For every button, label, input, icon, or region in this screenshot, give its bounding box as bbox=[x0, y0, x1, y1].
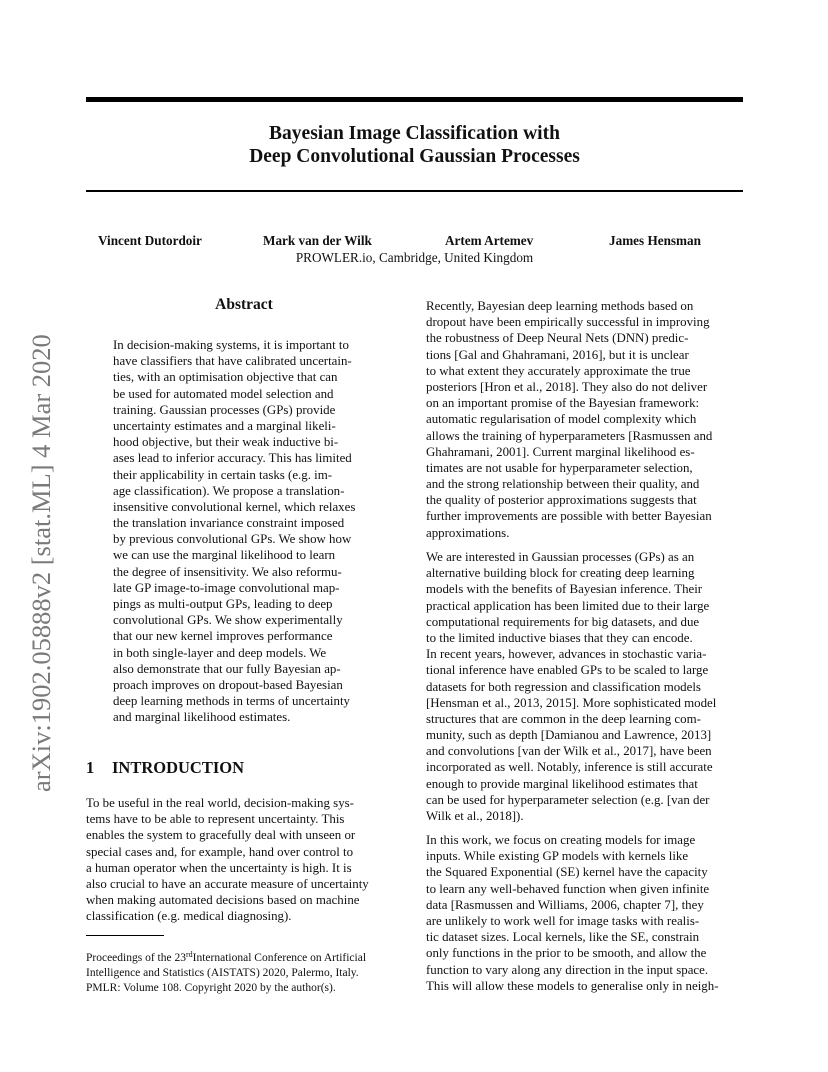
text-line: and the strong relationship between their quality, and bbox=[426, 477, 700, 492]
author-name: James Hensman bbox=[609, 233, 701, 248]
footnote-rule bbox=[86, 935, 164, 936]
text-line: munity, such as depth [Damianou and Lawrence, 2013] bbox=[426, 728, 712, 743]
text-line: the translation invariance constraint imposed bbox=[113, 516, 345, 531]
footnote-text: PMLR: Volume 108. Copyright 2020 by the author(s). bbox=[86, 982, 336, 994]
text-line: deep learning methods in terms of uncertainty bbox=[113, 694, 350, 709]
abstract-heading: Abstract bbox=[215, 296, 273, 313]
text-line: To be useful in the real world, decision-making sys- bbox=[86, 796, 354, 810]
text-line: the quality of posterior approximations suggests that bbox=[426, 493, 697, 508]
text-line: are unlikely to work well for image tasks with realis- bbox=[426, 913, 700, 928]
author-name: Artem Artemev bbox=[445, 233, 534, 248]
text-line: hood objective, but their weak inductive bi- bbox=[113, 435, 339, 450]
text-line: [Hensman et al., 2013, 2015]. More sophisticated model bbox=[426, 695, 717, 710]
title-line: Bayesian Image Classification with bbox=[269, 123, 560, 144]
title-line: Deep Convolutional Gaussian Processes bbox=[249, 146, 580, 167]
text-line: age classification). We propose a translation- bbox=[113, 483, 345, 498]
text-line: training. Gaussian processes (GPs) provide bbox=[113, 402, 336, 417]
text-line: only functions in the prior to be smooth, and allow the bbox=[426, 946, 707, 961]
text-line: by previous convolutional GPs. We show how bbox=[113, 532, 352, 547]
text-line: data [Rasmussen and Williams, 2006, chapter 7], they bbox=[426, 897, 704, 912]
right-column-paragraph bbox=[426, 549, 716, 824]
text-line: and marginal likelihood estimates. bbox=[113, 710, 291, 725]
title-bottom-rule bbox=[86, 190, 743, 192]
text-line: have classifiers that have calibrated uncertain- bbox=[113, 354, 352, 369]
text-line: tions [Gal and Ghahramani, 2016], but it is unclear bbox=[426, 347, 689, 362]
text-line: In decision-making systems, it is important to bbox=[113, 338, 349, 352]
text-line: practical application has been limited due to their large bbox=[426, 598, 710, 613]
paper-title bbox=[86, 122, 743, 168]
text-line: datasets for both regression and classification models bbox=[426, 679, 701, 694]
text-line: Ghahramani, 2001]. Current marginal likelihood es- bbox=[426, 444, 695, 459]
text-line: pings as multi-output GPs, leading to deep bbox=[113, 597, 333, 611]
text-line: Recently, Bayesian deep learning methods based on bbox=[426, 299, 694, 313]
text-line: classification (e.g. medical diagnosing). bbox=[86, 909, 292, 924]
section-heading bbox=[86, 758, 244, 778]
text-line: can be used for hyperparameter selection (e.g. [van der bbox=[426, 792, 710, 807]
text-line: tems have to be able to represent uncertainty. This bbox=[86, 812, 345, 827]
text-line: their applicability in certain tasks (e.g. im- bbox=[113, 467, 333, 482]
text-line: posteriors [Hron et al., 2018]. They also do not deliver bbox=[426, 379, 708, 394]
text-line: to the limited inductive biases that they can encode. bbox=[426, 630, 693, 645]
text-line: enough to provide marginal likelihood estimates that bbox=[426, 776, 698, 791]
text-line: In recent years, however, advances in stochastic varia- bbox=[426, 647, 707, 662]
text-line: dropout have been empirically successful in improving bbox=[426, 315, 710, 330]
footnote-superscript: rd bbox=[185, 950, 193, 959]
footnote-text: Proceedings of the 23 bbox=[86, 952, 186, 964]
right-column-paragraph bbox=[426, 832, 719, 994]
text-line: Wilk et al., 2018]). bbox=[426, 809, 524, 823]
text-line: inputs. While existing GP models with kernels like bbox=[426, 849, 689, 864]
text-line: the robustness of Deep Neural Nets (DNN) predic- bbox=[426, 331, 689, 346]
text-line: alternative building block for creating deep learning bbox=[426, 566, 695, 581]
text-line: the Squared Exponential (SE) kernel have the capacity bbox=[426, 865, 708, 880]
title-top-rule bbox=[86, 97, 743, 102]
section-title: INTRODUCTION bbox=[112, 758, 245, 777]
author-name: Mark van der Wilk bbox=[263, 233, 372, 248]
abstract-body bbox=[113, 337, 355, 726]
text-line: to what extent they accurately approximate the true bbox=[426, 363, 691, 378]
text-line: uncertainty estimates and a marginal likeli- bbox=[113, 418, 336, 433]
text-line: be used for automated model selection and bbox=[113, 386, 334, 401]
section-number: 1 bbox=[86, 758, 95, 777]
text-line: to learn any well-behaved function when given infinite bbox=[426, 881, 710, 896]
text-line: the degree of insensitivity. We also reformu- bbox=[113, 564, 342, 579]
text-line: ases lead to inferior accuracy. This has limited bbox=[113, 451, 352, 466]
author-name: Vincent Dutordoir bbox=[98, 233, 202, 248]
text-line: automatic regularisation of model complexity which bbox=[426, 412, 697, 427]
text-line: tic dataset sizes. Local kernels, like the SE, constrain bbox=[426, 930, 700, 945]
text-line: ties, with an optimisation objective that can bbox=[113, 370, 338, 385]
text-line: This will allow these models to generalise only in neigh- bbox=[426, 978, 719, 993]
text-line: on an important promise of the Bayesian framework: bbox=[426, 396, 700, 411]
text-line: convolutional GPs. We show experimentally bbox=[113, 613, 343, 628]
text-line: incorporated as well. Notably, inference is still accurate bbox=[426, 760, 713, 775]
right-column-paragraph bbox=[426, 298, 712, 541]
text-line: enables the system to gracefully deal with unseen or bbox=[86, 828, 356, 843]
text-line: approximations. bbox=[426, 525, 510, 540]
text-line: proach improves on dropout-based Bayesian bbox=[113, 677, 343, 692]
text-line: further improvements are possible with better Bayesian bbox=[426, 509, 712, 524]
text-line: when making automated decisions based on machine bbox=[86, 893, 360, 908]
affiliation: PROWLER.io, Cambridge, United Kingdom bbox=[295, 250, 534, 265]
text-line: also demonstrate that our fully Bayesian ap- bbox=[113, 661, 341, 676]
text-line: special cases and, for example, hand over control to bbox=[86, 844, 354, 859]
text-line: function to vary along any direction in the input space. bbox=[426, 962, 709, 977]
arxiv-identifier: arXiv:1902.05888v2 [stat.ML] 4 Mar 2020 bbox=[26, 334, 56, 792]
text-line: models with the benefits of Bayesian inference. Their bbox=[426, 582, 703, 597]
text-line: timates are not usable for hyperparameter selection, bbox=[426, 460, 693, 475]
intro-paragraph bbox=[86, 795, 369, 925]
footnote bbox=[86, 951, 366, 996]
text-line: In this work, we focus on creating models for image bbox=[426, 833, 696, 847]
text-line: we can use the marginal likelihood to learn bbox=[113, 548, 336, 563]
text-line: that our new kernel improves performance bbox=[113, 629, 333, 644]
text-line: also crucial to have an accurate measure of uncertainty bbox=[86, 876, 369, 891]
text-line: structures that are common in the deep learning com- bbox=[426, 711, 701, 726]
text-line: in both single-layer and deep models. We bbox=[113, 645, 327, 660]
text-line: allows the training of hyperparameters [Rasmussen and bbox=[426, 428, 713, 443]
text-line: a human operator when the uncertainty is high. It is bbox=[86, 860, 352, 875]
text-line: We are interested in Gaussian processes (GPs) as an bbox=[426, 550, 695, 564]
text-line: tional inference have enabled GPs to be scaled to large bbox=[426, 663, 709, 678]
text-line: late GP image-to-image convolutional map- bbox=[113, 580, 340, 595]
text-line: computational requirements for big datasets, and due bbox=[426, 614, 700, 629]
text-line: insensitive convolutional kernel, which relaxes bbox=[113, 499, 356, 514]
footnote-text: Intelligence and Statistics (AISTATS) 2020, Palermo, Italy. bbox=[86, 967, 359, 979]
text-line: and convolutions [van der Wilk et al., 2017], have been bbox=[426, 744, 712, 759]
footnote-text: International Conference on Artificial bbox=[192, 952, 367, 964]
